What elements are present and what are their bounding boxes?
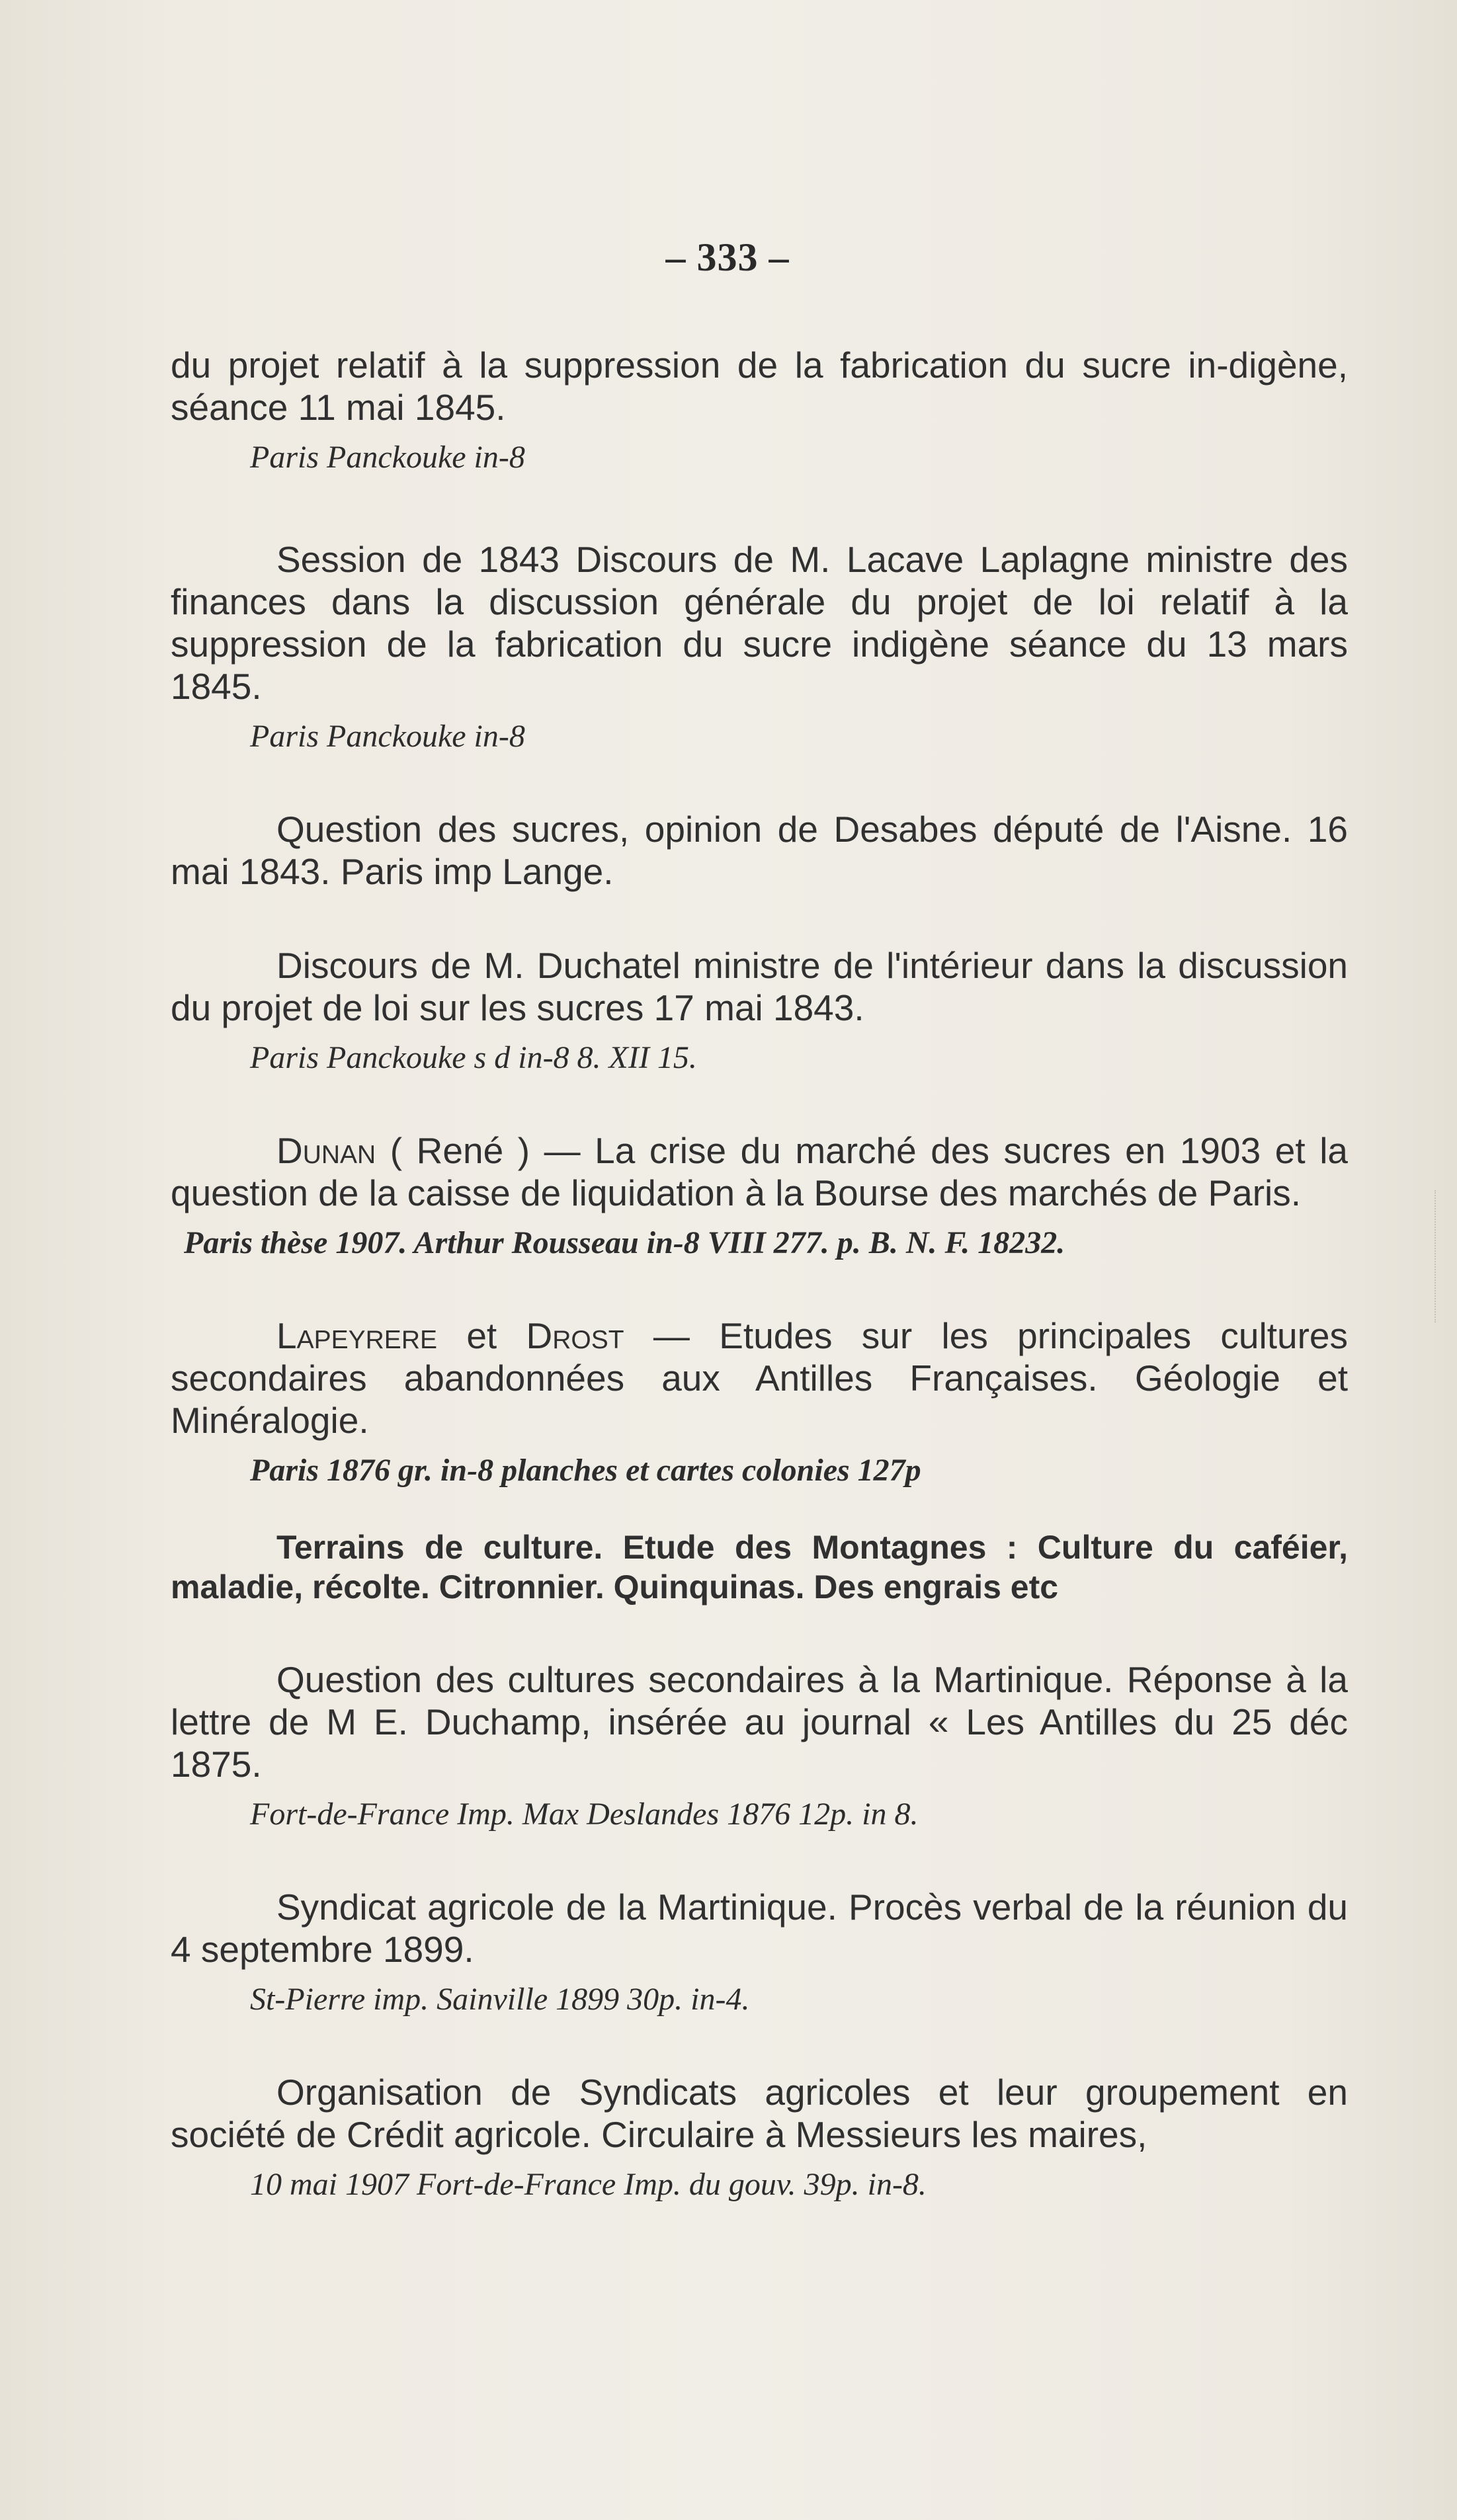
bibliography-entry <box>171 1886 1348 2019</box>
entry-imprint: 10 mai 1907 Fort-de-France Imp. du gouv. 39p. in-8. <box>250 2167 927 2202</box>
bibliography-list <box>171 344 1348 2256</box>
entry-text <box>171 1129 1348 1214</box>
entry-text: Organisation de Syndicats agricoles et leur groupement en société de Crédit agricole. Circulaire à Messieurs les maires, <box>171 2072 1348 2155</box>
entry-text: Question des cultures secondaires à la Martinique. Réponse à la lettre de M E. Duchamp, insérée au journal « Les Antilles du 25 déc 1875. <box>171 1659 1348 1785</box>
entry-text: Syndicat agricole de la Martinique. Procès verbal de la réunion du 4 septembre 1899. <box>171 1887 1348 1970</box>
entry-imprint: Paris 1876 gr. in-8 planches et cartes colonies 127p <box>250 1453 921 1488</box>
entry-imprint: Paris thèse 1907. Arthur Rousseau in-8 VIII 277. p. B. N. F. 18232. <box>184 1225 1065 1260</box>
entry-imprint: Paris Panckouke in-8 <box>250 440 525 475</box>
entry-text <box>171 1315 1348 1442</box>
bibliography-entry <box>171 808 1348 893</box>
entry-imprint: Fort-de-France Imp. Max Deslandes 1876 12p. in 8. <box>250 1797 919 1832</box>
bibliography-entry <box>171 2071 1348 2205</box>
entry-conjunction: et <box>437 1315 526 1356</box>
bibliography-entry <box>171 944 1348 1078</box>
bibliography-entry <box>171 1129 1348 1263</box>
bibliography-entry <box>171 1527 1348 1607</box>
entry-author: Lapeyrere <box>276 1315 437 1356</box>
entry-body: ( René ) — La crise du marché des sucres en 1903 et la question de la caisse de liquidation à la Bourse des marchés de Paris. <box>171 1130 1348 1213</box>
entry-author-2: Drost <box>526 1315 624 1356</box>
entry-text: du projet relatif à la suppression de la fabrication du sucre in-digène, séance 11 mai 1845. <box>171 345 1348 428</box>
bibliography-entry <box>171 1315 1348 1490</box>
entry-text: Discours de M. Duchatel ministre de l'intérieur dans la discussion du projet de loi sur les sucres 17 mai 1843. <box>171 945 1348 1028</box>
page-edge-mark <box>1435 1190 1449 1322</box>
entry-body: — Etudes sur les principales cultures secondaires abandonnées aux Antilles Françaises. Géologie et Minéralogie. <box>171 1315 1348 1441</box>
bibliography-entry <box>171 344 1348 477</box>
entry-author: Dunan <box>276 1130 376 1171</box>
bibliography-entry <box>171 538 1348 756</box>
entry-text: Question des sucres, opinion de Desabes député de l'Aisne. 16 mai 1843. Paris imp Lange. <box>171 809 1348 892</box>
page-number: – 333 – <box>665 235 790 279</box>
bibliography-entry <box>171 1658 1348 1834</box>
entry-imprint: St-Pierre imp. Sainville 1899 30p. in-4. <box>250 1982 750 2017</box>
entry-imprint: Paris Panckouke in-8 <box>250 719 525 754</box>
entry-text: Session de 1843 Discours de M. Lacave Laplagne ministre des finances dans la discussion générale du projet de loi relatif à la suppression de la fabrication du sucre indigène séance du 13 mars 1845. <box>171 539 1348 707</box>
entry-imprint: Paris Panckouke s d in-8 8. XII 15. <box>250 1040 697 1075</box>
entry-text: Terrains de culture. Etude des Montagnes : Culture du caféier, maladie, récolte. Citronnier. Quinquinas. Des engrais etc <box>171 1529 1348 1605</box>
